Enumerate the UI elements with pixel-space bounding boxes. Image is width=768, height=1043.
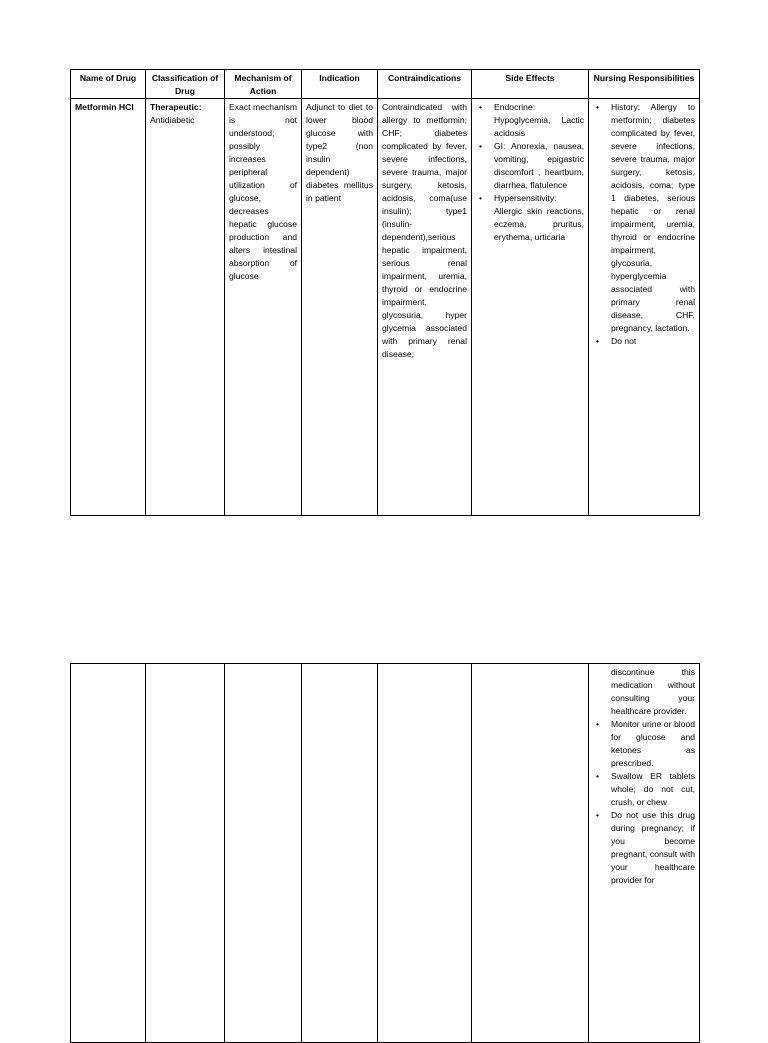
empty-cell [225,664,302,1043]
classification-label: Therapeutic: [150,102,202,112]
header-row [71,70,700,99]
drug-indication: Adjunct to diet to lower blood glucose with type2 (non insulin dependent) diabetes mellitus in patient [302,99,378,516]
nursing-list-continued [593,718,695,887]
list-item: • Do not use this drug during pregnancy; if you become pregnant, consult with your healthcare provider for [593,809,695,887]
header-indication: Indication [302,70,378,99]
empty-cell [378,664,472,1043]
list-item: • Monitor urine or blood for glucose and ketones as prescribed. [593,718,695,770]
drug-nursing-responsibilities [589,99,700,516]
list-item: • History: Allergy to metformin; diabetes complicated by fever, severe infections, severe trauma, major surgery, ketosis, acidosis, coma; type 1 diabetes, serious hepatic or renal impairment, uremia, thyroid or endocrine impairment, glycosuria, hyperglycemia associated with primary renal disease, CHF, pregnancy, lactation. [593,101,695,335]
nursing-continued-text: discontinue this medication without consulting your healthcare provider. [611,667,695,716]
side-effects-list [476,101,584,244]
table-row [71,99,700,516]
drug-classification [146,99,225,516]
empty-cell [146,664,225,1043]
header-classification: Classification of Drug [146,70,225,99]
drug-mechanism: Exact mechanism is not understood; possibly increases peripheral utilization of glucose, decreases hepatic glucose production and alters intestinal absorption of glucose [225,99,302,516]
header-side-effects: Side Effects [472,70,589,99]
classification-value: Antidiabetic [150,115,195,125]
header-name-of-drug: Name of Drug [71,70,146,99]
list-item: • GI: Anorexia, nausea, vomiting, epigastric discomfort , heartburn, diarrhea, flatulence [476,140,584,192]
drug-table-page-2 [70,663,700,1043]
header-nursing-responsibilities: Nursing Responsibilities [589,70,700,99]
list-item: • Endocrine: Hypoglycemia, Lactic acidosis [476,101,584,140]
header-mechanism: Mechanism of Action [225,70,302,99]
nursing-list [593,101,695,348]
header-contraindications: Contraindications [378,70,472,99]
list-item: • Do not [593,335,695,348]
empty-cell [472,664,589,1043]
drug-name: Metformin HCl [71,99,146,516]
drug-contraindications: Contraindicated with allergy to metformin; CHF; diabetes complicated by fever, severe infections, severe trauma, major surgery, ketosis, acidosis, coma(use insulin); type1 (insulin-dependent),serious hepatic impairment, serious renal impairment, uremia, thyroid or endocrine impairment, glycosuria, hyper glycemia associated with primary renal disease; [378,99,472,516]
empty-cell [302,664,378,1043]
drug-table-page-1 [70,69,700,516]
nursing-continued-cell [589,664,700,1043]
drug-side-effects [472,99,589,516]
empty-cell [71,664,146,1043]
table-row [71,664,700,1043]
list-item: • Hypersensitivity: Allergic skin reactions, eczema, pruritus, erythema, urticaria [476,192,584,244]
list-item: • Swallow ER tablets whole; do not cut, crush, or chew [593,770,695,809]
